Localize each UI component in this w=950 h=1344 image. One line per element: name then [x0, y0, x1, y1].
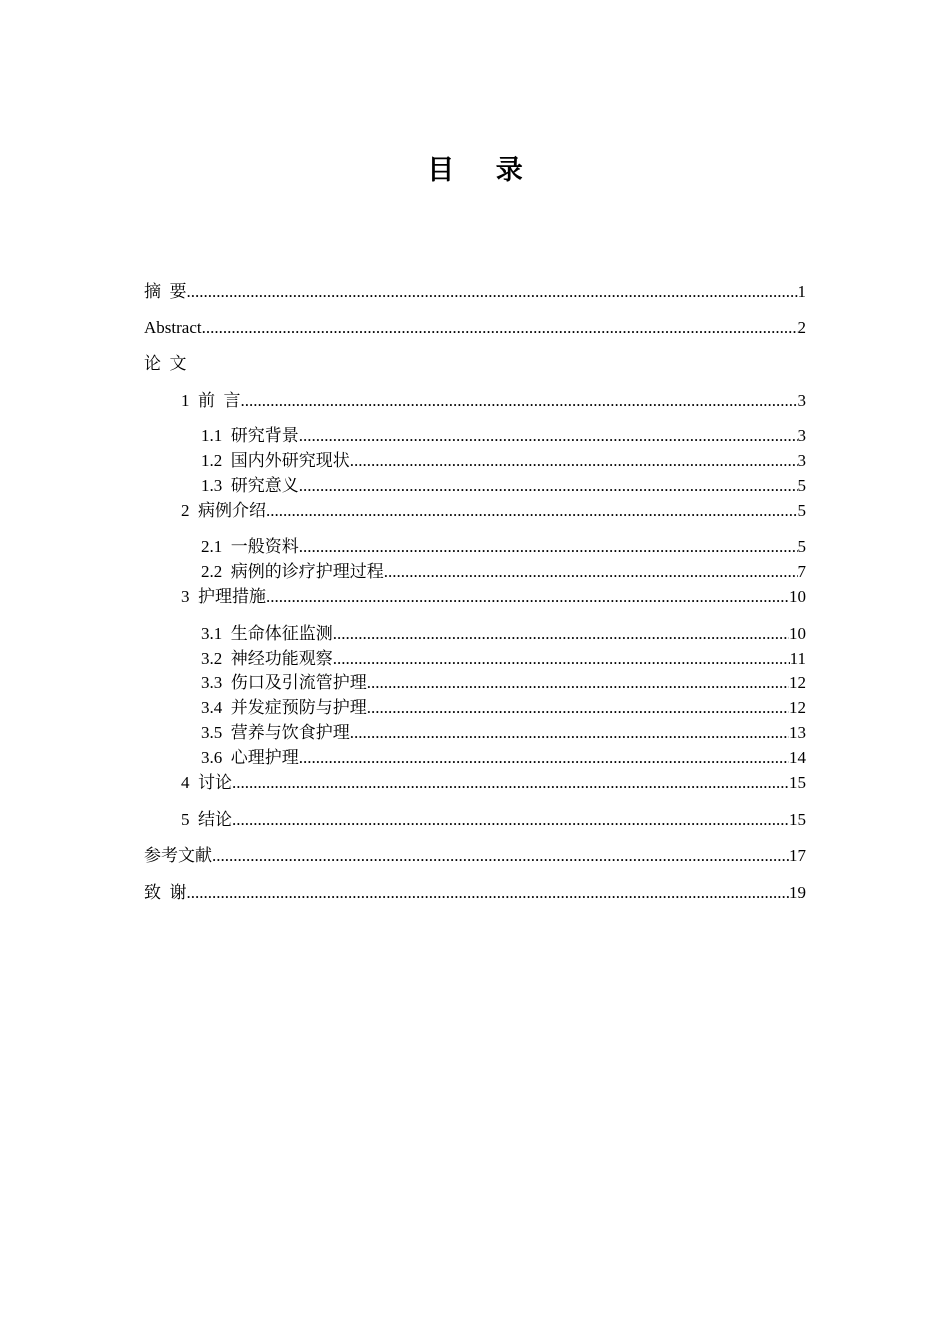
toc-leader-dots: [299, 747, 789, 769]
toc-leader-dots: [266, 586, 789, 608]
toc-leader-dots: [202, 317, 798, 339]
toc-leader-dots: [187, 281, 798, 303]
toc-label: 1.2 国内外研究现状: [201, 451, 350, 470]
toc-label: 5 结论: [181, 810, 232, 829]
toc-leader-dots: [299, 536, 798, 558]
toc-label: 摘 要: [144, 282, 187, 301]
toc-entry-2-1[interactable]: [201, 536, 806, 558]
toc-page-number: 15: [789, 810, 806, 829]
toc-page-number: 5: [797, 476, 806, 495]
toc-entry-3-3[interactable]: [201, 672, 806, 694]
toc-entry-2-2[interactable]: [201, 561, 806, 583]
toc-entry-ch2[interactable]: [181, 500, 806, 522]
toc-leader-dots: [187, 882, 790, 904]
toc-page-number: 7: [797, 562, 806, 581]
toc-label: 3.1 生命体征监测: [201, 624, 333, 643]
toc-page-number: 12: [789, 698, 806, 717]
toc-label: 论 文: [144, 354, 187, 373]
toc-leader-dots: [232, 809, 789, 831]
toc-entry-3-6[interactable]: [201, 747, 806, 769]
toc-label: 4 讨论: [181, 773, 232, 792]
toc-page-number: 3: [797, 391, 806, 410]
toc-page-number: 3: [797, 451, 806, 470]
toc-entry-ch1[interactable]: [181, 390, 806, 412]
toc-entry-ch3[interactable]: [181, 586, 806, 608]
toc-page-number: 12: [789, 673, 806, 692]
toc-label: 2.1 一般资料: [201, 537, 299, 556]
toc-leader-dots: [232, 772, 789, 794]
toc-heading-thesis: [144, 353, 187, 375]
toc-entry-references[interactable]: [144, 845, 806, 867]
toc-leader-dots: [266, 500, 798, 522]
toc-entry-ch4[interactable]: [181, 772, 806, 794]
toc-page-number: 1: [797, 282, 806, 301]
toc-entry-1-3[interactable]: [201, 475, 806, 497]
toc-label: 3.2 神经功能观察: [201, 649, 333, 668]
toc-leader-dots: [384, 561, 798, 583]
toc-leader-dots: [350, 722, 789, 744]
toc-leader-dots: [299, 425, 798, 447]
toc-label: 1.3 研究意义: [201, 476, 299, 495]
toc-page-number: 2: [797, 318, 806, 337]
toc-label: 2.2 病例的诊疗护理过程: [201, 562, 384, 581]
toc-leader-dots: [212, 845, 789, 867]
toc-page-number: 5: [797, 537, 806, 556]
toc-label: 参考文献: [144, 846, 212, 865]
toc-entry-3-5[interactable]: [201, 722, 806, 744]
toc-entry-acknowledgements[interactable]: [144, 882, 806, 904]
toc-entry-ch5[interactable]: [181, 809, 806, 831]
page-title: 目 录: [427, 155, 539, 186]
toc-page-number: 5: [797, 501, 806, 520]
toc-page-number: 10: [789, 587, 806, 606]
toc-label: Abstract: [144, 318, 202, 337]
toc-label: 致 谢: [144, 883, 187, 902]
toc-label: 1 前 言: [181, 391, 241, 410]
toc-page-number: 14: [789, 748, 806, 767]
toc-label: 3.4 并发症预防与护理: [201, 698, 367, 717]
toc-label: 1.1 研究背景: [201, 426, 299, 445]
toc-entry-3-1[interactable]: [201, 623, 806, 645]
toc-page-number: 15: [789, 773, 806, 792]
toc-leader-dots: [299, 475, 798, 497]
toc-label: 3.5 营养与饮食护理: [201, 723, 350, 742]
toc-label: 2 病例介绍: [181, 501, 266, 520]
toc-page-number: 17: [789, 846, 806, 865]
toc-label: 3.6 心理护理: [201, 748, 299, 767]
toc-leader-dots: [350, 450, 798, 472]
toc-entry-1-2[interactable]: [201, 450, 806, 472]
toc-entry-abstract-cn[interactable]: [144, 281, 806, 303]
toc-leader-dots: [241, 390, 798, 412]
toc-leader-dots: [333, 623, 789, 645]
toc-leader-dots: [367, 672, 789, 694]
toc-leader-dots: [367, 697, 789, 719]
toc-entry-abstract-en[interactable]: [144, 317, 806, 339]
toc-leader-dots: [333, 648, 790, 670]
toc-page-number: 13: [789, 723, 806, 742]
toc-entry-1-1[interactable]: [201, 425, 806, 447]
toc-page-number: 3: [797, 426, 806, 445]
toc-entry-3-2[interactable]: [201, 648, 806, 670]
toc-entry-3-4[interactable]: [201, 697, 806, 719]
toc-label: 3 护理措施: [181, 587, 266, 606]
toc-label: 3.3 伤口及引流管护理: [201, 673, 367, 692]
toc-page-number: 11: [789, 649, 806, 668]
toc-page-number: 19: [789, 883, 806, 902]
toc-page-number: 10: [789, 624, 806, 643]
